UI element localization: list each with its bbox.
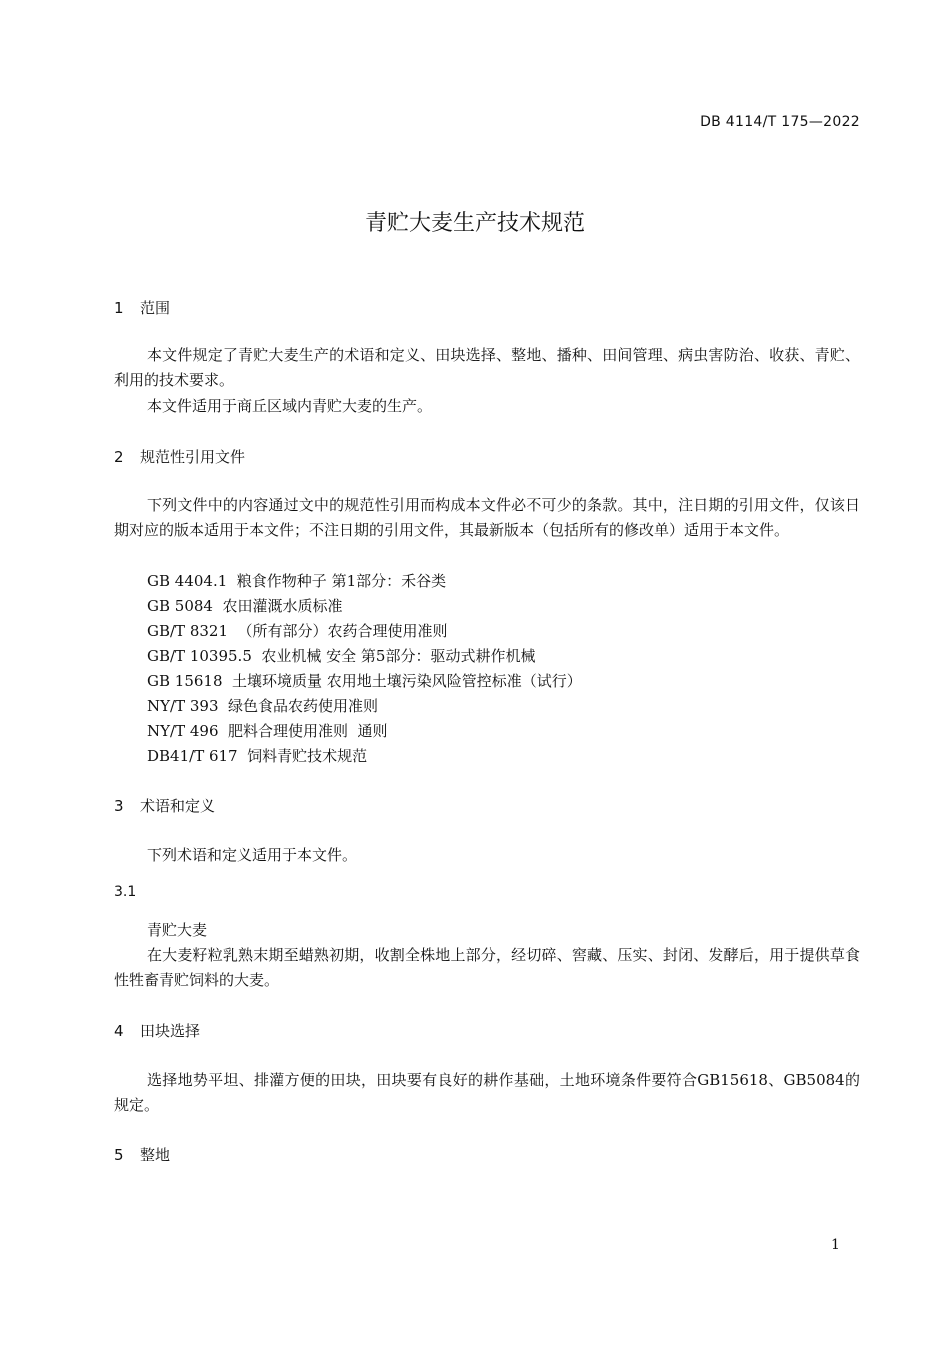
section-5-heading: [114, 1144, 170, 1165]
subsection-number: 3.1: [114, 884, 137, 900]
section-1-paragraph-1: 本文件规定了青贮大麦生产的术语和定义、田块选择、整地、播种、田间管理、病虫害防治、收获、青贮、利用的技术要求。: [114, 346, 860, 389]
reference-item: GB 5084 农田灌溉水质标准: [147, 597, 343, 615]
section-4-paragraph-1: 选择地势平坦、排灌方便的田块，田块要有良好的耕作基础，土地环境条件要符合GB15618、GB5084的规定。: [114, 1071, 860, 1114]
section-number: 1: [114, 299, 124, 317]
section-title: 术语和定义: [140, 797, 216, 815]
reference-item: NY/T 393 绿色食品农药使用准则: [147, 697, 379, 715]
reference-item: GB 15618 土壤环境质量 农用地土壤污染风险管控标准（试行）: [147, 672, 582, 690]
section-4-heading: [114, 1020, 200, 1041]
term-heading: 青贮大麦: [147, 921, 208, 939]
reference-item: NY/T 496 肥料合理使用准则 通则: [147, 722, 388, 740]
document-number: DB 4114/T 175—2022: [700, 114, 860, 130]
section-number: 3: [114, 797, 124, 815]
reference-item: DB41/T 617 饲料青贮技术规范: [147, 747, 368, 765]
section-title: 整地: [140, 1146, 171, 1164]
section-title: 范围: [140, 299, 171, 317]
page-title: 青贮大麦生产技术规范: [364, 211, 585, 236]
term-definition: 在大麦籽粒乳熟末期至蜡熟初期，收割全株地上部分，经切碎、窖藏、压实、封闭、发酵后，用于提供草食性牲畜青贮饲料的大麦。: [114, 946, 860, 989]
section-1-paragraph-2: 本文件适用于商丘区域内青贮大麦的生产。: [147, 397, 433, 415]
section-number: 4: [114, 1022, 124, 1040]
section-3-heading: [114, 795, 215, 816]
reference-item: GB/T 8321 （所有部分）农药合理使用准则: [147, 622, 448, 640]
section-1-heading: [114, 297, 170, 318]
section-number: 2: [114, 448, 124, 466]
section-title: 田块选择: [140, 1022, 201, 1040]
section-number: 5: [114, 1146, 124, 1164]
reference-item: GB 4404.1 粮食作物种子 第1部分：禾谷类: [147, 572, 447, 590]
page-number: 1: [831, 1237, 840, 1253]
section-title: 规范性引用文件: [140, 448, 246, 466]
section-3-paragraph-1: 下列术语和定义适用于本文件。: [147, 846, 358, 864]
reference-item: GB/T 10395.5 农业机械 安全 第5部分：驱动式耕作机械: [147, 647, 536, 665]
section-2-paragraph-1: 下列文件中的内容通过文中的规范性引用而构成本文件必不可少的条款。其中，注日期的引用文件，仅该日期对应的版本适用于本文件；不注日期的引用文件，其最新版本（包括所有的修改单）适用于本文件。: [114, 496, 860, 539]
section-2-heading: [114, 446, 245, 467]
